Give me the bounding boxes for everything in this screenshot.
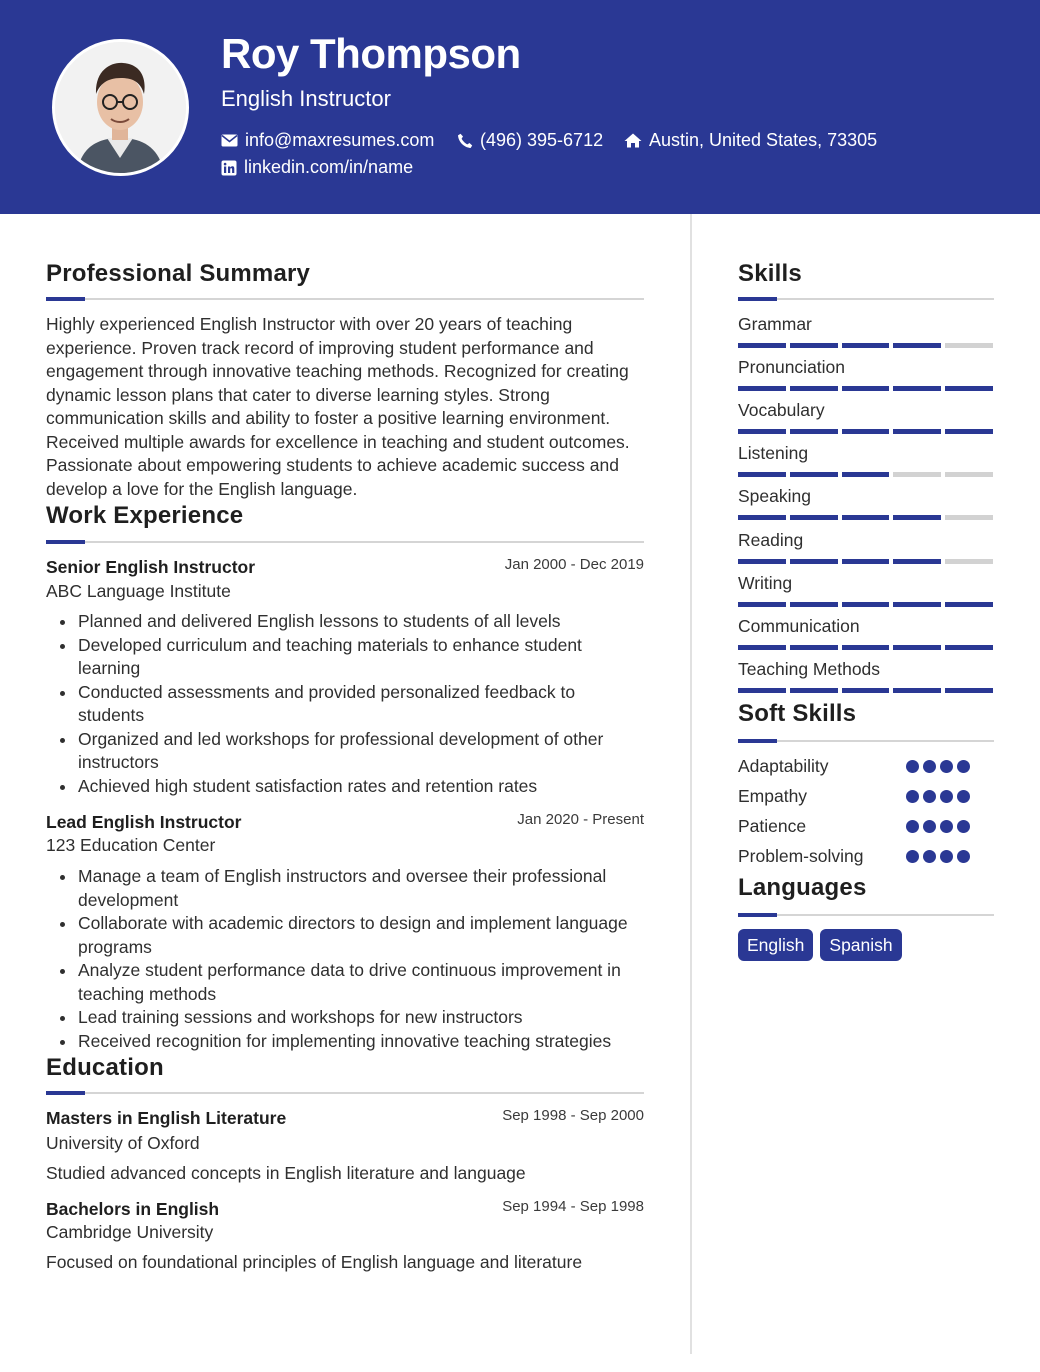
soft-skills-rule [738, 740, 994, 742]
skill-level-segment [790, 386, 838, 391]
language-tag: Spanish [820, 929, 901, 961]
skill-label: Teaching Methods [738, 658, 881, 679]
skill-label: Pronunciation [738, 357, 846, 378]
skill-level-segment [738, 472, 786, 477]
list-item: Manage a team of English instructors and oversee their professional development [78, 865, 646, 912]
school-name: University of Oxford [46, 1133, 200, 1153]
skill-level-segment [842, 688, 890, 693]
resume-header [0, 0, 1040, 214]
rating-dot [906, 850, 919, 863]
skill-level-segment [893, 515, 941, 520]
envelope-icon [221, 134, 238, 147]
skill-level-segment [893, 386, 941, 391]
skill-level-bar [738, 429, 993, 434]
rating-dot [957, 760, 970, 773]
rating-dot [957, 790, 970, 803]
degree-date: Sep 1994 - Sep 1998 [502, 1198, 644, 1215]
skill-level-segment [945, 429, 993, 434]
skill-level-segment [893, 429, 941, 434]
rating-dot [923, 760, 936, 773]
phone-text: (496) 395-6712 [480, 130, 604, 150]
skill-label: Grammar [738, 314, 812, 334]
skill-label: Writing [738, 572, 793, 593]
skill-level-segment [738, 343, 786, 348]
skill-level-segment [945, 343, 993, 348]
job-title: Senior English Instructor [46, 557, 256, 577]
rating-dot [957, 820, 970, 833]
skill-level-segment [790, 559, 838, 564]
email-text: info@maxresumes.com [245, 130, 435, 150]
home-icon [624, 133, 642, 148]
linkedin-text: linkedin.com/in/name [244, 157, 414, 177]
skill-label: Communication [738, 615, 860, 636]
skill-level-bar [738, 386, 993, 391]
avatar-icon [55, 42, 186, 173]
skill-level-segment [842, 602, 890, 607]
rating-dot [923, 820, 936, 833]
skills-heading: Skills [738, 260, 802, 287]
list-item: Received recognition for implementing innovative teaching strategies [78, 1030, 646, 1054]
rating-dot [923, 790, 936, 803]
skill-level-segment [738, 386, 786, 391]
rating-dot [940, 820, 953, 833]
skill-level-segment [738, 688, 786, 693]
education-rule [46, 1092, 644, 1094]
soft-skill-rating [906, 820, 970, 833]
rating-dot [940, 850, 953, 863]
skill-level-segment [790, 602, 838, 607]
column-divider [690, 214, 692, 1354]
contact-email[interactable] [221, 130, 434, 151]
job-title: Lead English Instructor [46, 812, 242, 832]
skill-label: Listening [738, 443, 809, 464]
contact-phone[interactable] [457, 130, 603, 151]
experience-rule [46, 541, 644, 543]
skill-level-bar [738, 343, 993, 348]
skill-level-segment [738, 515, 786, 520]
skill-label: Reading [738, 529, 804, 550]
summary-rule [46, 298, 644, 300]
location-text: Austin, United States, 73305 [649, 130, 878, 150]
list-item: Collaborate with academic directors to design and implement language programs [78, 912, 646, 959]
soft-skill-label: Patience [738, 816, 807, 836]
job-bullets [78, 865, 646, 1053]
rating-dot [906, 820, 919, 833]
rating-dot [906, 760, 919, 773]
skill-level-segment [790, 472, 838, 477]
skill-level-segment [893, 688, 941, 693]
skill-level-segment [738, 559, 786, 564]
summary-heading: Professional Summary [46, 260, 311, 287]
soft-skill-rating [906, 790, 970, 803]
candidate-role: English Instructor [221, 86, 391, 111]
list-item: Lead training sessions and workshops for new instructors [78, 1006, 646, 1030]
skill-level-bar [738, 645, 993, 650]
job-bullets [78, 610, 646, 798]
skill-level-segment [842, 386, 890, 391]
school-name: Cambridge University [46, 1222, 214, 1242]
summary-text: Highly experienced English Instructor with over 20 years of teaching experience. Proven track record of improving student performance and engagement through innovative teaching methods. Recognized for creating dynamic lesson plans that cater to diverse learning styles. Strong communication skills and ability to foster a positive learning environment. Received multiple awards for excellence in teaching and student outcomes. Passionate about empowering students to achieve academic success and develop a love for the English language. [46, 314, 630, 499]
skill-level-segment [842, 472, 890, 477]
list-item: Organized and led workshops for professional development of other instructors [78, 728, 646, 775]
candidate-name: Roy Thompson [221, 30, 521, 77]
skill-level-segment [945, 386, 993, 391]
skill-level-bar [738, 602, 993, 607]
skill-level-segment [790, 645, 838, 650]
job-date: Jan 2000 - Dec 2019 [504, 556, 644, 573]
skill-level-bar [738, 688, 993, 693]
education-heading: Education [46, 1054, 164, 1081]
skill-level-segment [893, 472, 941, 477]
list-item: Conducted assessments and provided personalized feedback to students [78, 681, 646, 728]
soft-skill-label: Problem-solving [738, 846, 864, 866]
experience-heading: Work Experience [46, 502, 244, 529]
rating-dot [923, 850, 936, 863]
phone-icon [457, 133, 473, 149]
soft-skill-label: Adaptability [738, 756, 829, 776]
language-tags [738, 929, 902, 961]
soft-skill-rating [906, 850, 970, 863]
skills-rule [738, 298, 994, 300]
linkedin-icon [221, 160, 237, 176]
rating-dot [940, 760, 953, 773]
skill-level-bar [738, 472, 993, 477]
skill-level-segment [945, 559, 993, 564]
skill-level-segment [790, 429, 838, 434]
skill-label: Speaking [738, 486, 811, 507]
list-item: Achieved high student satisfaction rates and retention rates [78, 775, 646, 799]
skill-level-segment [893, 602, 941, 607]
soft-skills-heading: Soft Skills [738, 700, 857, 727]
soft-skill-label: Empathy [738, 786, 808, 806]
job-organization: 123 Education Center [46, 835, 216, 855]
skill-level-segment [842, 429, 890, 434]
skill-level-segment [842, 645, 890, 650]
job-organization: ABC Language Institute [46, 581, 231, 601]
skill-level-segment [790, 688, 838, 693]
skill-level-segment [842, 515, 890, 520]
skill-level-segment [738, 429, 786, 434]
skill-level-segment [738, 602, 786, 607]
skill-label: Vocabulary [738, 400, 825, 421]
skill-level-segment [790, 515, 838, 520]
skill-level-segment [893, 645, 941, 650]
rating-dot [940, 790, 953, 803]
profile-photo [52, 39, 189, 176]
degree-description: Studied advanced concepts in English literature and language [46, 1163, 526, 1183]
contact-location [624, 130, 877, 151]
skill-level-segment [945, 602, 993, 607]
job-date: Jan 2020 - Present [517, 811, 644, 828]
list-item: Developed curriculum and teaching materials to enhance student learning [78, 634, 646, 681]
skill-level-bar [738, 515, 993, 520]
skill-level-segment [893, 559, 941, 564]
languages-rule [738, 914, 994, 916]
skill-level-segment [738, 645, 786, 650]
languages-heading: Languages [738, 874, 867, 901]
degree-title: Masters in English Literature [46, 1108, 287, 1128]
skill-level-segment [945, 515, 993, 520]
skill-level-segment [893, 343, 941, 348]
list-item: Analyze student performance data to drive continuous improvement in teaching methods [78, 959, 646, 1006]
degree-title: Bachelors in English [46, 1199, 220, 1219]
contact-linkedin[interactable] [221, 157, 413, 178]
skill-level-segment [945, 472, 993, 477]
skill-level-segment [945, 688, 993, 693]
soft-skill-rating [906, 760, 970, 773]
list-item: Planned and delivered English lessons to students of all levels [78, 610, 646, 634]
skill-level-bar [738, 559, 993, 564]
skill-level-segment [945, 645, 993, 650]
skill-level-segment [842, 343, 890, 348]
rating-dot [957, 850, 970, 863]
degree-date: Sep 1998 - Sep 2000 [502, 1107, 644, 1124]
rating-dot [906, 790, 919, 803]
skill-level-segment [790, 343, 838, 348]
degree-description: Focused on foundational principles of English language and literature [46, 1252, 583, 1272]
language-tag: English [738, 929, 813, 961]
skill-level-segment [842, 559, 890, 564]
